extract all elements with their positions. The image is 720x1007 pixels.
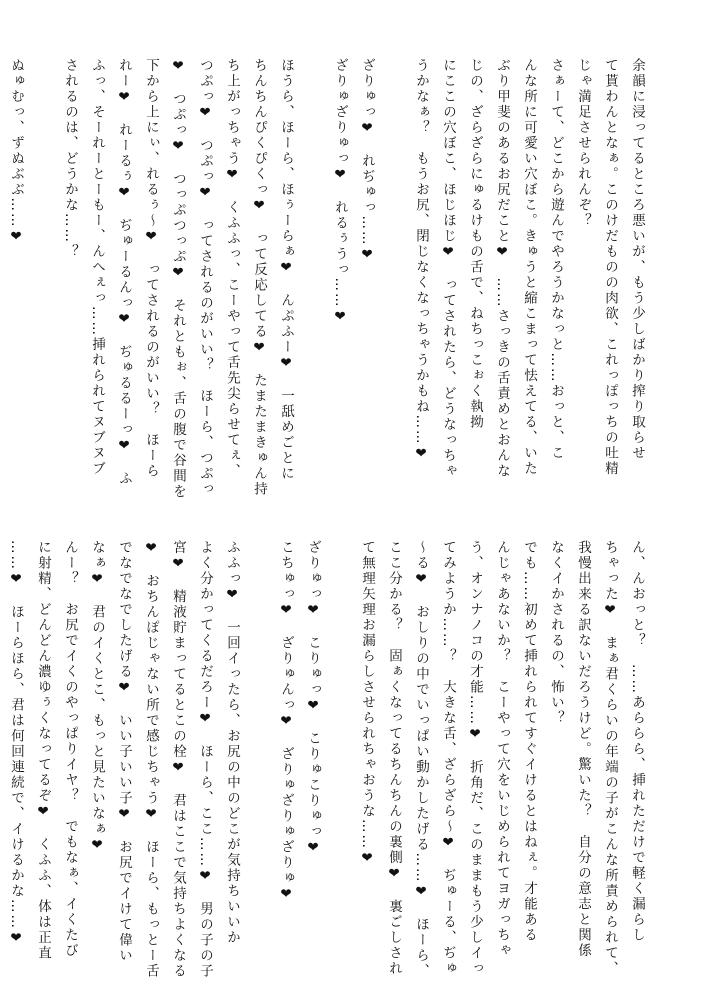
text-line: ざりゅざりゅっ❤ れるぅうっ……❤ [332,58,348,327]
text-line: てみようか……？ 大きな舌、ざらざら～❤ ぢゅーる、ぢゅ [440,540,456,977]
text-line: うかなぁ？ もうお尻、閉じなくなっちゃうかもね……❤ [413,58,429,464]
text-line [0,58,2,488]
text-line: ぶり甲斐のあるお尻だこと❤ ……さっきの舌責めとおんな [494,58,510,479]
text-line: ここ分かる？ 固ぁくなってるちんちんの裏側❤ 裏ごしされ [386,540,402,977]
text-line: ちんちんぴくぴくっ❤ って反応してる❤ たまたまきゅん持 [251,58,267,497]
text-line: に射精、どんどん濃ゆぅくなってるぞ❤ くふふ、体は正直 [35,540,51,961]
text-line: ふっ、そーれーとーもー、んへぇっ……挿れられてヌブヌブ [89,58,105,477]
text-line: なぁ❤ 君のイくとこ、もっと見たいなぁ❤ [89,540,105,855]
text-line: こちゅっ❤ ざりゅんっ❤ ざりゅざりゅざりゅ❤ [278,540,294,904]
text-line: ❤ おちんぽじゃない所で感じちゃう❤ ほーら、もっとー舌 [143,540,159,979]
text-line: ちゃった❤ まぁ君くらいの年端の子がこんな所責められて、 [602,540,618,977]
paragraph-gap [326,540,353,970]
text-line: んじゃあないか？ こーやって穴をいじめられてヨガっちゃ [494,540,510,959]
text-line: 余韻に浸ってるところ悪いが、もう少しばかり搾り取らせ [629,58,645,461]
text-line: 宮❤ 精液貯まってるとこの栓❤ 君はここで気持ちよくなる [170,540,186,979]
text-line: んー？ お尻でイくのやっぱりイヤ？ でもなぁ、イくたび [62,540,78,959]
text-line: つぷっ❤ つぷっ❤ ってされるのがいい？ ほーら、つぷっ [197,58,213,497]
text-line: でも……初めて挿れられてすぐイけるとはねぇ。才能ある [521,540,537,943]
text-line: されるのは、どうかな……？ [62,58,78,260]
paragraph-gap [299,58,326,488]
text-line: ふふっ❤ 一回イったら、お尻の中のどこが気持ちいいか [224,540,240,946]
text-line: じゃ満足させられんぞ？ [575,58,591,229]
text-line: よく分かってくるだろー❤ ほーら、ここ……❤ 男の子の子 [197,540,213,979]
paragraph-gap [29,58,56,488]
text-line: にここの穴ぼこ、ほじほじ❤ ってされたら、どうなっちゃ [440,58,456,479]
text-line: なくイかされるの、怖い？ [548,540,564,726]
text-line: ち上がっちゃう❤ くふふっ、こーやって舌先尖らせてぇ、 [224,58,240,479]
lower-text-block [2,540,650,979]
text-line: さぁーて、どこから遊んでやろうかなっと……おっと、こ [548,58,564,461]
text-line: ❤ つぷっ❤ つっぷつっぷ❤ それともぉ、舌の腹で谷間を [170,58,186,500]
text-line: 下から上にぃ、れるぅ～❤ ってされるのがいい？ ほーら [143,58,159,479]
text-line: 我慢出来る訳ないだろうけど。驚いた？ 自分の意志と関係 [575,540,591,959]
text-line: て貰わんとなぁ。このけだものの肉欲、これっぽっちの吐精 [602,58,618,477]
text-line: ん、んおっと？ ……あららら、挿れただけで軽く漏らし [629,540,645,943]
text-line: う、オンナノコの才能……❤ 折角だ、このままもう少しイっ [467,540,483,977]
text-line: ざりゅっ❤ こりゅっ❤ こりゅこりゅっ❤ [305,540,321,858]
paragraph-gap [380,58,407,488]
text-line: んな所に可愛い穴ぼこ。きゅうと縮こまって怯えてる、いた [521,58,537,477]
text-line: ざりゅっ❤ れぢゅっ……❤ [359,58,375,265]
text-line: れー❤ れーるぅ❤ ぢゅーるんっ❤ ぢゅるるーっ❤ ふ [116,58,132,487]
text-line: でなでなでしたげる❤ いい子いい子❤ お尻でイけて偉い [116,540,132,964]
paragraph-gap [245,540,272,970]
text-line: じの、ざらざらにゅるけもの舌で、ねちっこぉく執拗 [467,58,483,430]
text-line: ほうら、ほーら、ほぅーらぁ❤ んぷふー❤ 一舐めごとに [278,58,294,482]
text-line: ～る❤ おしりの中でいっぱい動かしたげる……❤ ほーら、 [413,540,429,979]
text-line: ぬゅむっ、ずぬぶぶ……❤ [8,58,24,247]
text-line: て無理矢理お漏らしさせられちゃおうな……❤ [359,540,375,868]
upper-text-block [0,58,650,500]
text-line: ……❤ ほーらほら、君は何回連続で、イけるかな……❤ [8,540,24,948]
